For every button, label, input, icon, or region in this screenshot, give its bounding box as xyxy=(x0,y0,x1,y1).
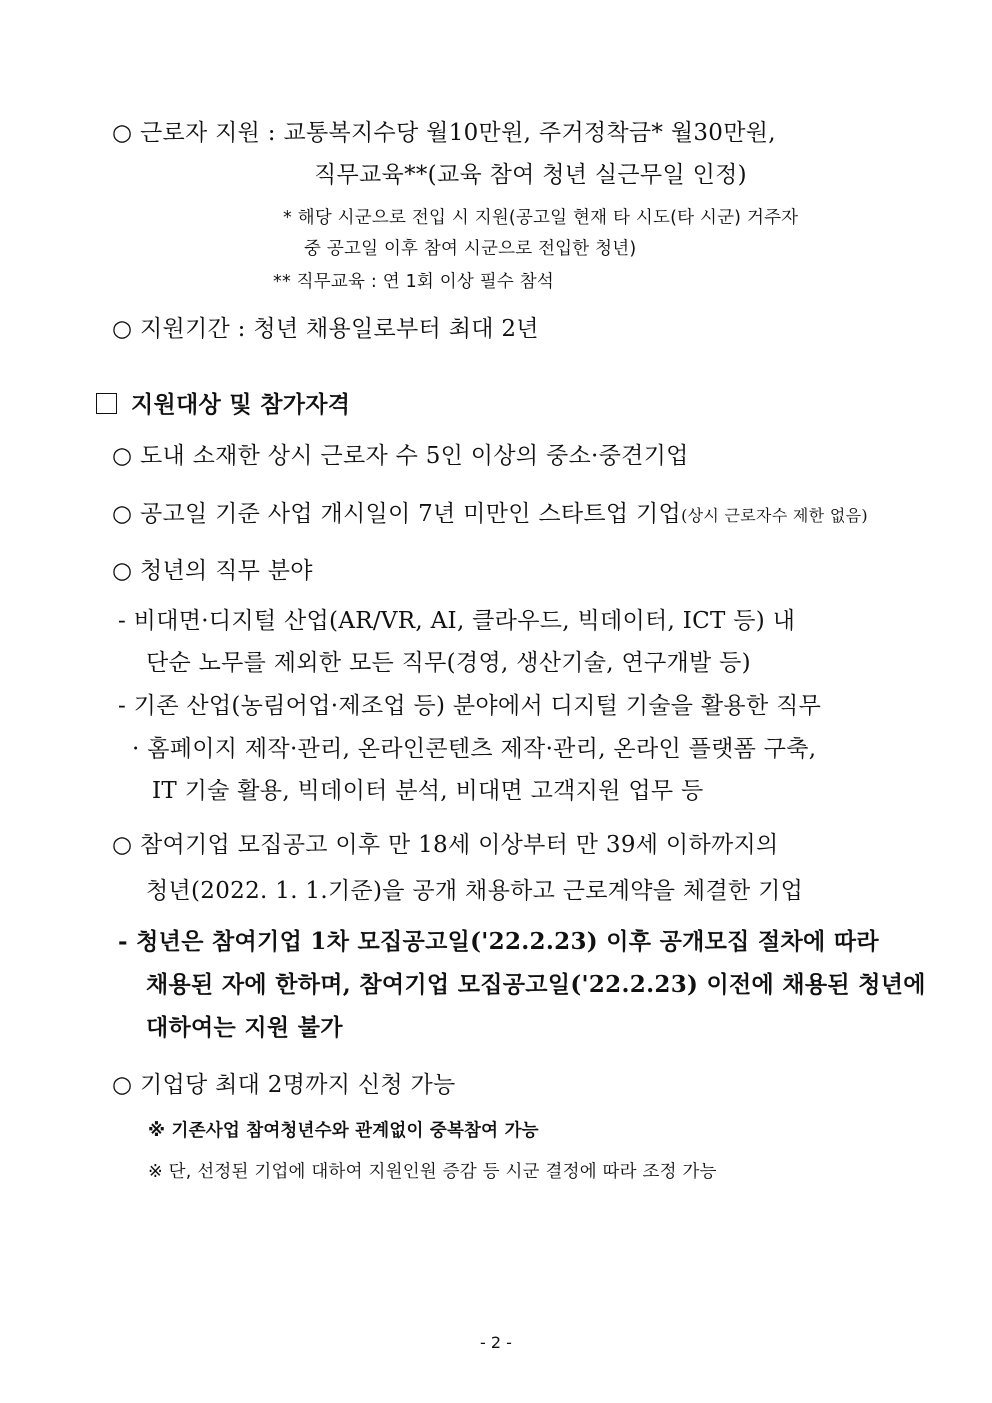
bold-condition-line-2: 채용된 자에 한하며, 참여기업 모집공고일('22.2.23) 이전에 채용된 청년에 xyxy=(146,971,926,998)
support-period-line: ○ 지원기간 : 청년 채용일로부터 최대 2년 xyxy=(112,316,539,342)
section-heading-text: 지원대상 및 참가자격 xyxy=(131,392,351,418)
existing-industry-examples-cont: IT 기술 활용, 빅데이터 분석, 비대면 고객지원 업무 등 xyxy=(152,778,704,804)
youth-age-line-cont: 청년(2022. 1. 1.기준)을 공개 채용하고 근로계약을 체결한 기업 xyxy=(146,878,804,904)
startup-text: ○ 공고일 기준 사업 개시일이 7년 미만인 스타트업 기업 xyxy=(112,501,682,527)
digital-industry-line: - 비대면·디지털 산업(AR/VR, AI, 클라우드, 빅데이터, ICT 등) 내 xyxy=(118,608,796,634)
bold-condition-line-3: 대하여는 지원 불가 xyxy=(146,1014,343,1041)
note-duplicate-participation: ※ 기존사업 참여청년수와 관계없이 중복참여 가능 xyxy=(148,1121,539,1141)
bold-condition-line-1: - 청년은 참여기업 1차 모집공고일('22.2.23) 이후 공개모집 절차에 따라 xyxy=(118,928,879,955)
support-worker-line: ○ 근로자 지원 : 교통복지수당 월10만원, 주거정착금* 월30만원, xyxy=(112,120,776,146)
support-worker-line-cont: 직무교육**(교육 참여 청년 실근무일 인정) xyxy=(314,162,747,188)
existing-industry-line: - 기존 산업(농림어업·제조업 등) 분야에서 디지털 기술을 활용한 직무 xyxy=(118,693,822,719)
eligibility-startup-line xyxy=(112,499,868,531)
max-applicants-line: ○ 기업당 최대 2명까지 신청 가능 xyxy=(112,1072,456,1098)
page-number: - 2 - xyxy=(480,1333,512,1352)
eligibility-sme-line: ○ 도내 소재한 상시 근로자 수 5인 이상의 중소·중견기업 xyxy=(112,443,689,469)
startup-note: (상시 근로자수 제한 없음) xyxy=(681,506,868,525)
footnote-relocation-2: 중 공고일 이후 참여 시군으로 전입한 청년) xyxy=(304,239,637,259)
existing-industry-examples: · 홈페이지 제작·관리, 온라인콘텐츠 제작·관리, 온라인 플랫폼 구축, xyxy=(132,736,817,762)
footnote-training: ** 직무교육 : 연 1회 이상 필수 참석 xyxy=(273,272,554,292)
checkbox-square-icon xyxy=(96,393,117,414)
footnote-relocation-1: * 해당 시군으로 전입 시 지원(공고일 현재 타 시도(타 시군) 거주자 xyxy=(283,208,799,228)
section-heading xyxy=(96,390,350,420)
note-adjustment: ※ 단, 선정된 기업에 대하여 지원인원 증감 등 시군 결정에 따라 조정 가능 xyxy=(148,1162,717,1182)
digital-industry-line-cont: 단순 노무를 제외한 모든 직무(경영, 생산기술, 연구개발 등) xyxy=(146,650,751,676)
youth-age-line: ○ 참여기업 모집공고 이후 만 18세 이상부터 만 39세 이하까지의 xyxy=(112,832,779,858)
job-field-line: ○ 청년의 직무 분야 xyxy=(112,558,313,584)
